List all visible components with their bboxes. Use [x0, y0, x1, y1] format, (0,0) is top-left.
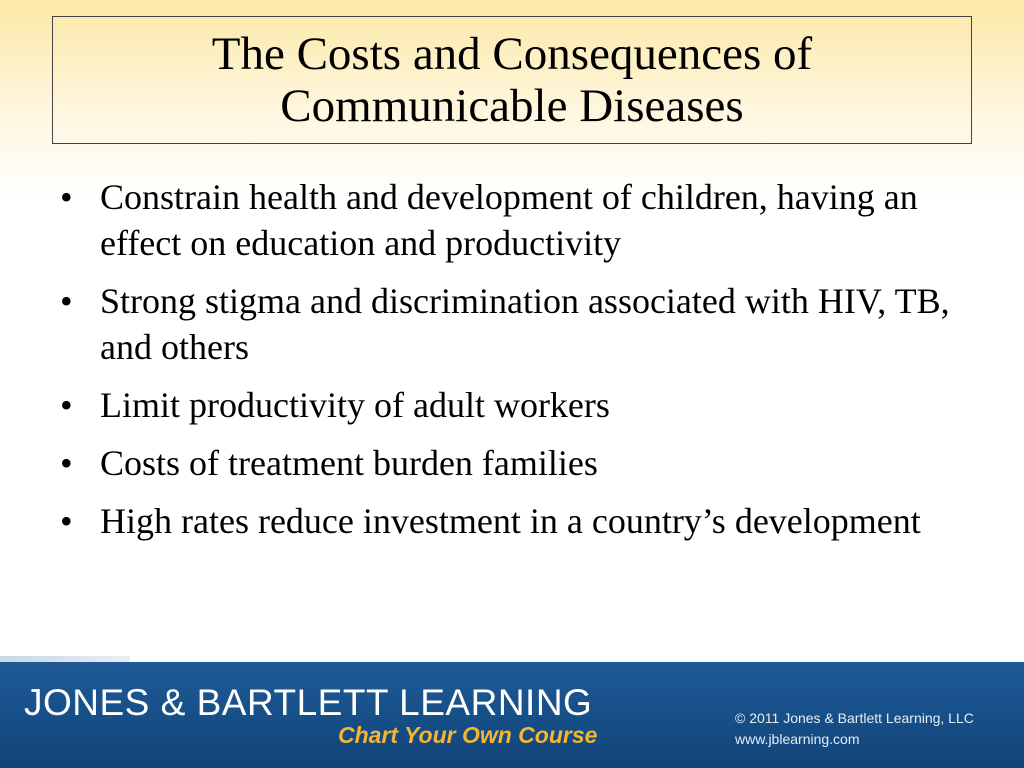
bullet-text: Costs of treatment burden families — [100, 443, 598, 483]
title-box — [52, 16, 972, 144]
bullet-item — [56, 174, 976, 266]
bullet-item — [56, 278, 976, 370]
bullet-marker: • — [60, 501, 73, 541]
bullet-list — [56, 174, 976, 556]
bullet-item — [56, 440, 976, 486]
bullet-text: Strong stigma and discrimination associated with HIV, TB, and others — [100, 281, 950, 367]
bullet-text: High rates reduce investment in a country’s development — [100, 501, 921, 541]
publisher-tagline: Chart Your Own Course — [338, 722, 598, 748]
slide-title — [212, 28, 812, 132]
bullet-text: Constrain health and development of children, having an effect on education and productivity — [100, 177, 918, 263]
title-line-2: Communicable Diseases — [280, 80, 744, 132]
bullet-item — [56, 498, 976, 544]
bullet-marker: • — [60, 177, 73, 217]
bullet-text: Limit productivity of adult workers — [100, 385, 610, 425]
copyright-notice: © 2011 Jones & Bartlett Learning, LLC — [735, 710, 974, 726]
bullet-marker: • — [60, 443, 73, 483]
bullet-item — [56, 382, 976, 428]
publisher-logo-text: JONES & BARTLETT LEARNING — [24, 682, 593, 723]
bullet-marker: • — [60, 281, 73, 321]
title-line-1: The Costs and Consequences of — [211, 28, 813, 80]
publisher-website: www.jblearning.com — [735, 731, 860, 747]
bullet-marker: • — [60, 385, 73, 425]
